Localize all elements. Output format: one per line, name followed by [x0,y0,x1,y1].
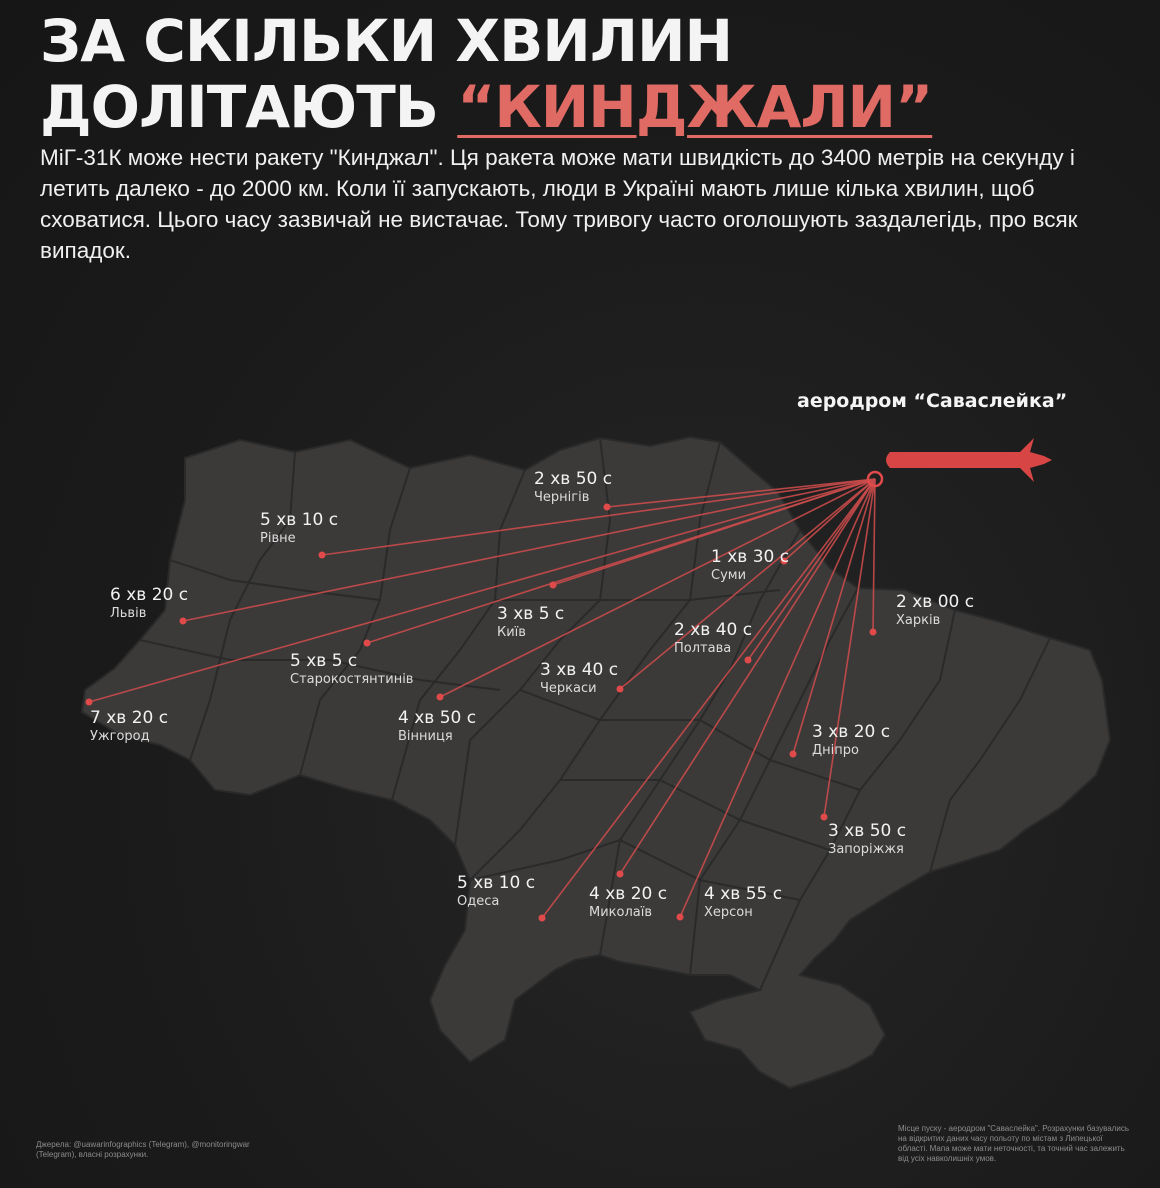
city-name-label: Рівне [260,531,296,546]
city-time-label: 5 хв 5 с [290,651,358,671]
city-time-label: 3 хв 50 с [828,821,907,841]
title-accent: “КИНДЖАЛИ” [457,73,933,141]
city-marker [539,915,546,922]
city-time-label: 2 хв 40 с [674,620,753,640]
city-marker [821,814,828,821]
city-marker [790,751,797,758]
lead-paragraph: МіГ-31К може нести ракету "Кинджал". Ця ракета може мати швидкість до 3400 метрів на секунду і летить далеко - до 2000 км. Коли її запускають, люди в Україні мають лише кілька хвилин, щоб сховатися. Цього часу зазвичай не вистачає. Тому тривогу часто оголошують заздалегідь, про всяк випадок. [40,145,1078,263]
city-marker [86,699,93,706]
city-time-label: 4 хв 55 с [704,884,783,904]
city-marker [745,657,752,664]
method-note: Місце пуску - аеродром "Саваслейка". Розрахунки базувались на відкритих даних часу польоту по містам з Липецької області. Мапа може мати неточності, та точний час залежить від усіх навколишніх умов. [898,1124,1129,1163]
city-marker [617,871,624,878]
rocket-icon [886,438,1052,482]
city-time-label: 4 хв 50 с [398,708,477,728]
city-name-label: Ужгород [90,729,150,744]
city-marker [319,552,326,559]
city-time-label: 5 хв 10 с [260,510,339,530]
city-name-label: Чернігів [534,490,590,505]
city-time-label: 3 хв 20 с [812,722,891,742]
city-marker [617,686,624,693]
city-name-label: Львів [110,606,147,621]
sources-note: Джерела: @uawarinfographics (Telegram), @monitoringwar (Telegram), власні розрахунки. [36,1140,250,1159]
city-name-label: Старокостянтинів [290,672,414,687]
city-marker [550,582,557,589]
airfield-label: аеродром “Саваслейка” [797,390,1068,412]
city-name-label: Дніпро [812,743,859,758]
city-marker [870,629,877,636]
city-name-label: Одеса [457,894,500,909]
city-name-label: Запоріжжя [828,842,904,857]
city-name-label: Суми [711,568,747,583]
map-territory [82,437,1110,1088]
city-marker [180,618,187,625]
city-marker [604,504,611,511]
city-time-label: 1 хв 30 с [711,547,790,567]
city-marker [437,694,444,701]
city-name-label: Херсон [704,905,753,920]
city-time-label: 7 хв 20 с [90,708,169,728]
city-name-label: Черкаси [540,681,597,696]
title-line-2: ДОЛІТАЮТЬ [40,73,458,141]
city-time-label: 6 хв 20 с [110,585,189,605]
city-time-label: 5 хв 10 с [457,873,536,893]
city-time-label: 4 хв 20 с [589,884,668,904]
city-marker [364,640,371,647]
city-name-label: Київ [497,625,526,640]
city-name-label: Миколаїв [589,905,653,920]
city-time-label: 3 хв 40 с [540,660,619,680]
city-marker [677,914,684,921]
city-name-label: Полтава [674,641,732,656]
city-time-label: 2 хв 50 с [534,469,613,489]
title-line-1: ЗА СКІЛЬКИ ХВИЛИН [40,7,733,75]
city-name-label: Харків [896,613,941,628]
city-time-label: 3 хв 5 с [497,604,565,624]
city-time-label: 2 хв 00 с [896,592,975,612]
city-name-label: Вінниця [398,729,453,744]
